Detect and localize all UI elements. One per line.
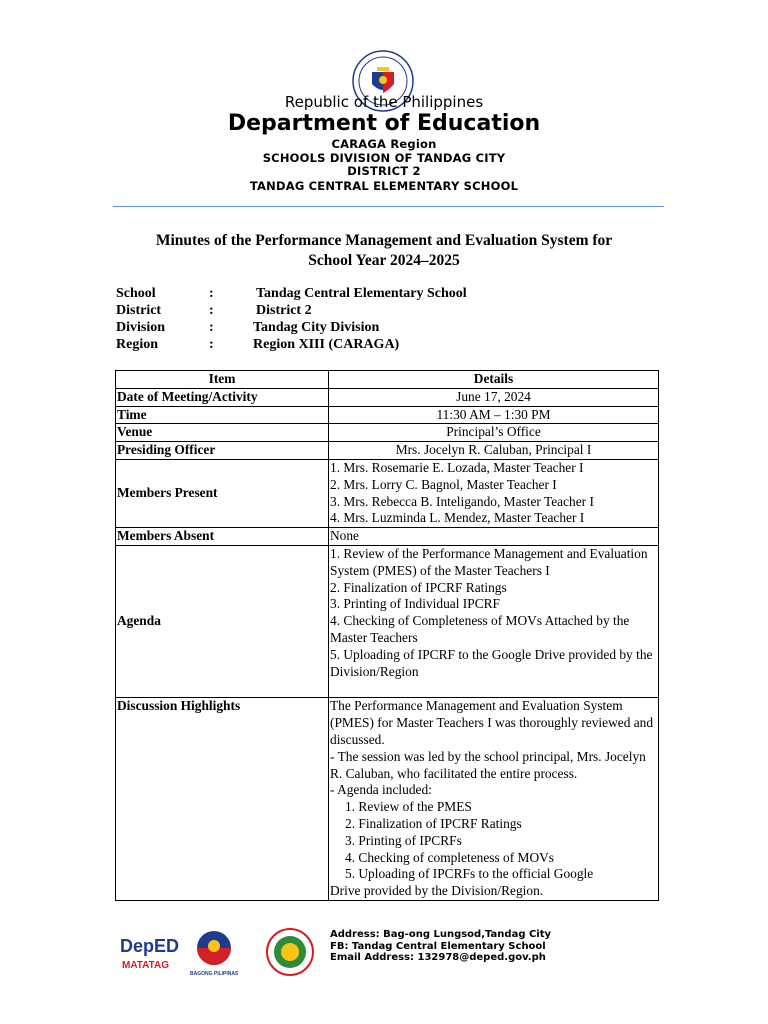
list-item: 2. Finalization of IPCRF Ratings: [330, 579, 507, 595]
header-republic: Republic of the Philippines: [284, 93, 484, 111]
info-separator: :: [209, 320, 214, 335]
list-item: 5. Uploading of IPCRF to the Google Drive provided by the Division/Region: [330, 646, 653, 679]
header-division: SCHOOLS DIVISION OF TANDAG CITY: [262, 151, 506, 165]
school-seal-logo: [267, 929, 313, 975]
info-label: Division: [116, 320, 166, 335]
row-label-discussion: Discussion Highlights: [116, 698, 329, 901]
document-title-line-1: Minutes of the Performance Management and Evaluation System for: [155, 232, 613, 249]
list-item: 2. Mrs. Lorry C. Bagnol, Master Teacher I: [330, 476, 557, 492]
table-row: [116, 424, 659, 442]
header-details: Details: [329, 371, 659, 389]
matatag-logo-text: MATATAG: [122, 960, 170, 971]
footer-contact: [330, 929, 551, 964]
discussion-paragraph: Drive provided by the Division/Region.: [330, 883, 544, 899]
list-item: 3. Printing of Individual IPCRF: [330, 596, 500, 612]
list-item: 5. Uploading of IPCRFs to the official Google: [345, 866, 594, 882]
header-region: CARAGA Region: [331, 137, 437, 151]
info-label: District: [116, 303, 162, 318]
row-value-venue: Principal’s Office: [329, 424, 659, 442]
table-row: [116, 442, 659, 460]
row-label-presiding-officer: Presiding Officer: [116, 442, 329, 460]
bagong-pilipinas-logo: [190, 931, 239, 977]
footer-logos: [118, 928, 328, 978]
document-title-line-2: School Year 2024–2025: [308, 252, 460, 269]
document-title: [100, 231, 668, 271]
row-label-members-absent: Members Absent: [116, 528, 329, 546]
footer-facebook: FB: Tandag Central Elementary School: [330, 940, 546, 952]
info-value: Region XIII (CARAGA): [253, 337, 400, 352]
deped-logo-text: DepED: [120, 936, 180, 956]
header-department: Department of Education: [227, 111, 541, 136]
info-label: Region: [116, 337, 158, 352]
minutes-table: [115, 370, 659, 901]
list-item: 4. Checking of completeness of MOVs: [345, 849, 555, 865]
table-header-row: [116, 371, 659, 389]
discussion-paragraph: - Agenda included:: [330, 782, 432, 798]
header-item: Item: [116, 371, 329, 389]
list-item: 1. Review of the PMES: [345, 799, 472, 815]
row-value-time: 11:30 AM – 1:30 PM: [329, 406, 659, 424]
info-value: District 2: [256, 303, 312, 318]
header-school: TANDAG CENTRAL ELEMENTARY SCHOOL: [249, 179, 519, 193]
table-row: [116, 528, 659, 546]
list-item: 3. Printing of IPCRFs: [345, 832, 462, 848]
list-item: 1. Mrs. Rosemarie E. Lozada, Master Teacher I: [330, 459, 584, 475]
row-value-date: June 17, 2024: [329, 388, 659, 406]
row-value-agenda: [329, 545, 659, 697]
header-divider: [113, 206, 664, 207]
row-label-time: Time: [116, 406, 329, 424]
row-value-discussion: [329, 698, 659, 901]
info-label: School: [116, 286, 156, 301]
list-item: 3. Mrs. Rebecca B. Inteligando, Master Teacher I: [330, 493, 594, 509]
list-item: 1. Review of the Performance Management and Evaluation System (PMES) of the Master Teachers I: [330, 545, 648, 578]
row-value-presiding-officer: Mrs. Jocelyn R. Caluban, Principal I: [329, 442, 659, 460]
bagong-pilipinas-text: BAGONG PILIPINAS: [190, 971, 239, 977]
table-row: [116, 698, 659, 901]
deped-matatag-logo: [120, 936, 179, 971]
table-row: [116, 406, 659, 424]
row-value-members-present: [329, 459, 659, 527]
row-label-members-present: Members Present: [116, 459, 329, 527]
info-value: Tandag City Division: [253, 320, 380, 335]
row-label-date: Date of Meeting/Activity: [116, 388, 329, 406]
discussion-paragraph: - The session was led by the school principal, Mrs. Jocelyn R. Caluban, who facilitated the entire process.: [330, 748, 646, 781]
footer-address: Address: Bag-ong Lungsod,Tandag City: [330, 929, 552, 940]
row-label-agenda: Agenda: [116, 545, 329, 697]
info-separator: :: [209, 337, 214, 352]
header-district: DISTRICT 2: [347, 164, 421, 178]
list-item: 4. Mrs. Luzminda L. Mendez, Master Teacher I: [330, 510, 585, 526]
row-value-members-absent: None: [329, 528, 659, 546]
table-row: [116, 459, 659, 527]
info-separator: :: [209, 286, 214, 301]
footer-email: Email Address: 132978@deped.gov.ph: [330, 952, 546, 963]
discussion-paragraph: The Performance Management and Evaluation System (PMES) for Master Teachers I was thoroughly reviewed and discussed.: [330, 698, 654, 747]
info-value: Tandag Central Elementary School: [256, 286, 467, 301]
row-label-venue: Venue: [116, 424, 329, 442]
list-item: 4. Checking of Completeness of MOVs Attached by the Master Teachers: [330, 613, 630, 645]
info-separator: :: [209, 303, 214, 318]
list-item: 2. Finalization of IPCRF Ratings: [345, 815, 522, 831]
table-row: [116, 388, 659, 406]
table-row: [116, 545, 659, 697]
